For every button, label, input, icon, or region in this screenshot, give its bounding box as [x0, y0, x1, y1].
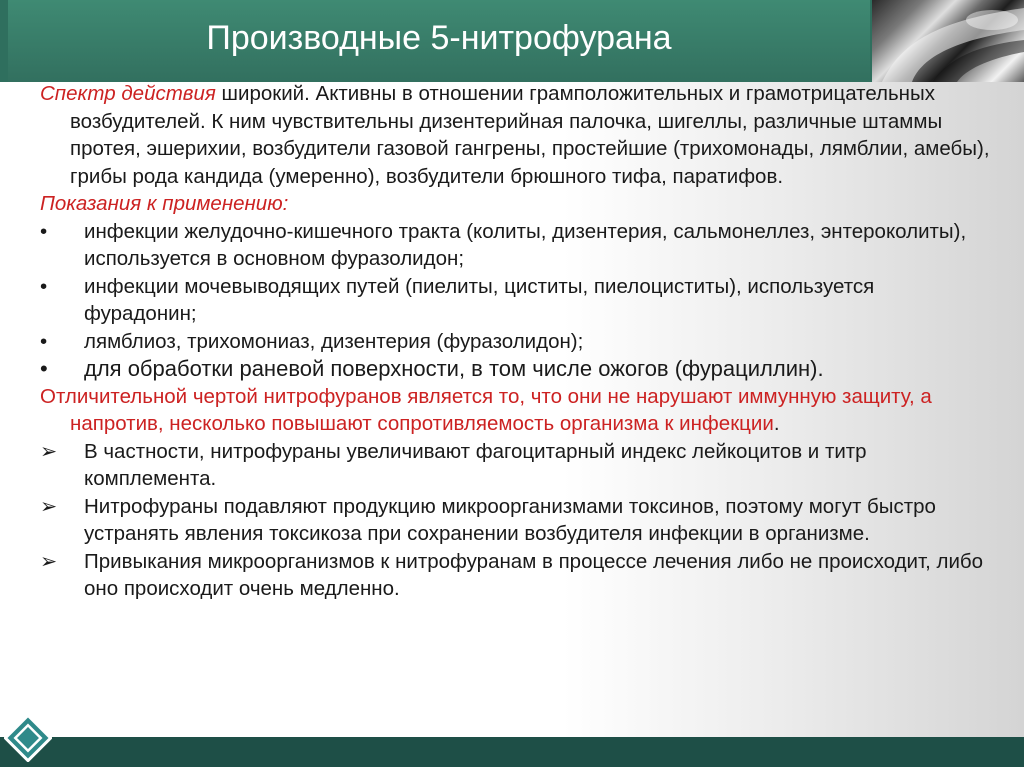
- indication-item: [40, 218, 990, 273]
- indications-heading: Показания к применению:: [40, 192, 289, 215]
- footer-bar: [0, 737, 1024, 767]
- indication-text: инфекции мочевыводящих путей (пиелиты, циститы, пиелоциститы), используется фурадонин;: [84, 274, 875, 325]
- bullet-marker: •: [40, 274, 48, 298]
- indication-item: [40, 273, 990, 328]
- distinctive-paragraph: [40, 383, 990, 438]
- feature-item: [40, 438, 990, 493]
- arrow-bullet-icon: ➢: [40, 439, 58, 463]
- indication-item: [40, 328, 990, 356]
- bullet-marker: •: [40, 356, 48, 381]
- slide-title: Производные 5-нитрофурана: [206, 19, 672, 57]
- indication-text: инфекции желудочно-кишечного тракта (колиты, дизентерия, сальмонеллез, энтероколиты), используется в основном фуразолидон;: [84, 219, 967, 270]
- metallic-pipe-image: [872, 0, 1024, 82]
- spectrum-text: широкий. Активны в отношении грамположительных и грамотрицательных возбудителей. К ним чувствительны дизентерийная палочка, шигеллы, различные штаммы протея, эшерихии, возбудители газовой гангрены, простейшие (трихомонады, лямблии, амебы), грибы рода кандида (умеренно), возбудители брюшного тифа, паратифов.: [70, 82, 990, 188]
- arrow-bullet-icon: ➢: [40, 494, 58, 518]
- spectrum-paragraph: [40, 80, 990, 190]
- bullet-marker: •: [40, 329, 48, 353]
- slide-body: [40, 80, 990, 603]
- distinctive-text: Отличительной чертой нитрофуранов является то, что они не нарушают иммунную защиту, а напротив, несколько повышают сопротивляемость организма к инфекции: [40, 384, 932, 435]
- feature-text: Нитрофураны подавляют продукцию микроорганизмами токсинов, поэтому могут быстро устранять явления токсикоза при сохранении возбудителя инфекции в организме.: [84, 494, 936, 545]
- diamond-logo-icon: [4, 714, 52, 762]
- arrow-bullet-icon: ➢: [40, 549, 58, 573]
- indication-text: лямблиоз, трихомониаз, дизентерия (фуразолидон);: [84, 329, 584, 353]
- feature-item: [40, 493, 990, 548]
- spectrum-label: Спектр действия: [40, 82, 216, 105]
- feature-text: В частности, нитрофураны увеличивают фагоцитарный индекс лейкоцитов и титр комплемента.: [84, 439, 867, 490]
- distinctive-end: .: [773, 412, 780, 435]
- feature-item: [40, 548, 990, 603]
- indication-text: для обработки раневой поверхности, в том числе ожогов (фурациллин).: [84, 356, 824, 381]
- bullet-marker: •: [40, 219, 48, 243]
- indication-item: [40, 355, 990, 383]
- feature-text: Привыкания микроорганизмов к нитрофуранам в процессе лечения либо не происходит, либо оно происходит очень медленно.: [84, 549, 984, 600]
